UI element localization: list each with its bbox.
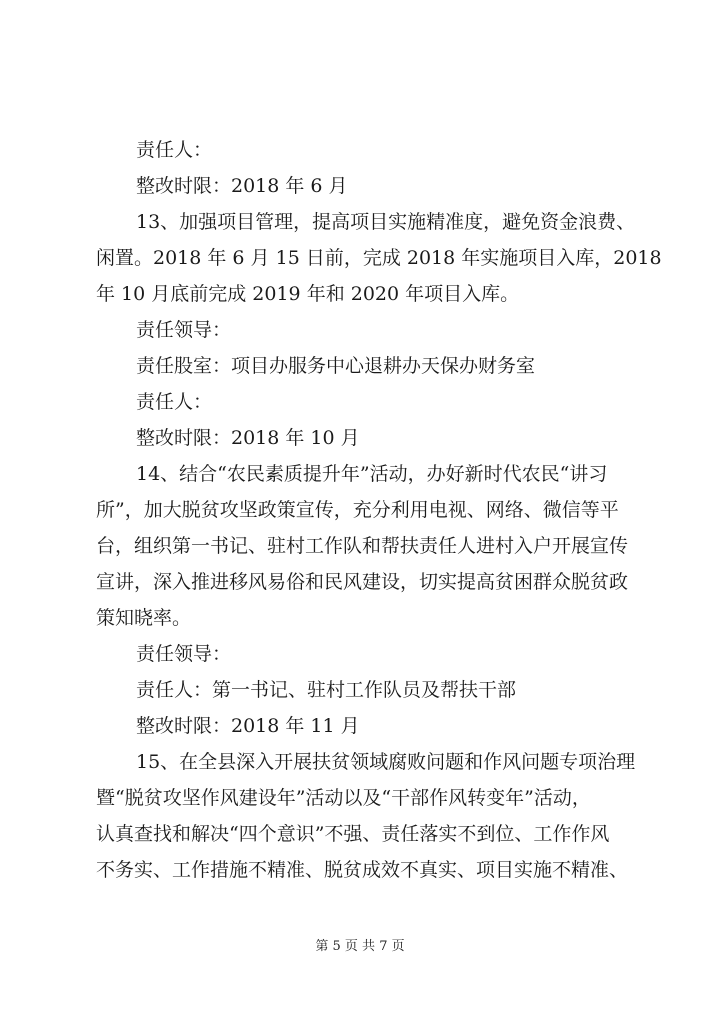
text-line: 所”，加大脱贫攻坚政策宣传，充分利用电视、网络、微信等平 (96, 499, 619, 521)
text-line: 闲置。2018 年 6 月 15 日前，完成 2018 年实施项目入库，2018 (96, 247, 662, 269)
text-line: 不务实、工作措施不精准、脱贫成效不真实、项目实施不精准、 (96, 859, 629, 881)
text-line: 策知晓率。 (96, 607, 192, 629)
text-line: 整改时限：2018 年 6 月 (136, 175, 348, 197)
text-line: 责任人： (136, 139, 213, 161)
text-line: 年 10 月底前完成 2019 年和 2020 年项目入库。 (96, 283, 520, 305)
text-line: 认真查找和解决“四个意识”不强、责任落实不到位、工作作风 (96, 823, 610, 845)
text-line: 整改时限：2018 年 10 月 (136, 427, 360, 449)
text-line: 13、加强项目管理，提高项目实施精准度，避免资金浪费、 (136, 211, 636, 233)
text-line: 责任人：第一书记、驻村工作队员及帮扶干部 (136, 679, 517, 701)
text-line: 责任领导： (136, 643, 232, 665)
text-line: 14、结合“农民素质提升年”活动，办好新时代农民“讲习 (136, 463, 608, 485)
text-line: 宣讲，深入推进移风易俗和民风建设，切实提高贫困群众脱贫政 (96, 571, 629, 593)
text-line: 台，组织第一书记、驻村工作队和帮扶责任人进村入户开展宣传 (96, 535, 629, 557)
text-line: 15、在全县深入开展扶贫领域腐败问题和作风问题专项治理 (136, 751, 636, 773)
text-line: 暨“脱贫攻坚作风建设年”活动以及“干部作风转变年”活动， (96, 787, 591, 809)
page-footer: 第 5 页 共 7 页 (315, 939, 405, 954)
text-line: 责任人： (136, 391, 213, 413)
text-line: 责任领导： (136, 319, 232, 341)
text-line: 整改时限：2018 年 11 月 (136, 715, 360, 737)
text-line: 责任股室：项目办服务中心退耕办天保办财务室 (136, 355, 536, 377)
